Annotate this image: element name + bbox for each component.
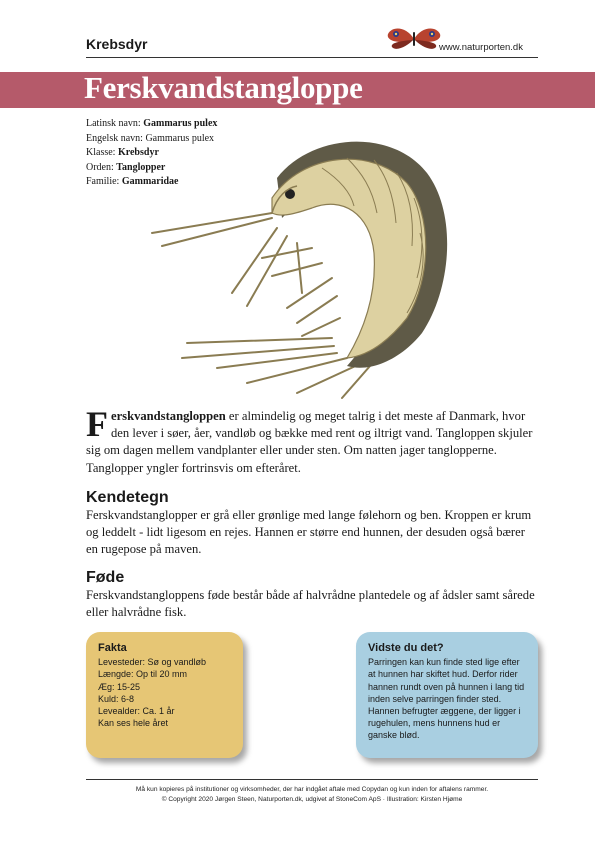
intro-text: er almindelig og meget talrig i det meste af Danmark, hvor den lever i søer, åer, vandløb og bække med rent og iltrigt vand. Tangloppen skjuler sig om dagen mellem vandplanter eller under sten. Om natten jager tanglopperne. Tanglopper yngler fortrinsvis om efteråret. (86, 409, 533, 475)
fakta-row: Æg: 15-25 (98, 681, 141, 692)
intro-paragraph (86, 404, 538, 477)
heading-foede: Føde (86, 569, 125, 586)
fact-row: Orden: Tanglopper (86, 161, 166, 173)
fakta-box (86, 632, 243, 758)
vidste-heading: Vidste du det? (368, 642, 444, 654)
vidste-text: Parringen kan kun finde sted lige efter at hunnen har skiftet hud. Derfor rider hannen rundt oven på hunnen i lang tid inden selve parringen finder sted. Hannen befrugter æggene, der ligger i rugehulen, mens hunnens hud er ganske blød. (368, 657, 525, 741)
drop-cap: F (86, 404, 108, 444)
fakta-row: Længde: Op til 20 mm (98, 669, 188, 680)
vidste-du-det-box (356, 632, 538, 758)
fakta-heading: Fakta (98, 642, 127, 654)
category-label: Krebsdyr (86, 36, 148, 52)
fact-row: Latinsk navn: Gammarus pulex (86, 118, 218, 129)
butterfly-logo-icon (384, 24, 444, 54)
fakta-row: Kan ses hele året (98, 718, 169, 729)
kendetegn-text: Ferskvandstanglopper er grå eller grønlige med lange følehorn og ben. Kroppen er krum og leddelt - lidt ligesom en rejes. Hannen er større end hunnen, der desuden også bærer en rugepose på maven. (86, 508, 532, 557)
fakta-row: Levealder: Ca. 1 år (98, 706, 175, 717)
page-title: Ferskvandstangloppe (84, 70, 363, 105)
fact-row: Familie: Gammaridae (86, 176, 179, 188)
header-rule (86, 57, 538, 58)
fact-row: Engelsk navn: Gammarus pulex (86, 132, 215, 144)
heading-kendetegn: Kendetegn (86, 489, 169, 506)
foede-text: Ferskvandstangloppens føde består både af halvrådne plantedele og af ådsler samt sårede eller halvrådne fisk. (86, 588, 535, 620)
footer-copyright: © Copyright 2020 Jørgen Steen, Naturporten.dk, udgivet af StoneCom ApS · Illustration: Kirsten Hjøme (161, 796, 463, 803)
footer-rule (86, 779, 538, 780)
gammarus-illustration (122, 118, 482, 408)
footer (86, 785, 538, 805)
site-url: www.naturporten.dk (439, 42, 523, 53)
fact-row: Klasse: Krebsdyr (86, 147, 159, 159)
fakta-row: Kuld: 6-8 (98, 693, 135, 704)
footer-license: Må kun kopieres på institutioner og virksomheder, der har indgået aftale med Copydan og kun inden for aftalens rammer. (135, 786, 489, 793)
intro-lead: erskvandstangloppen (111, 409, 226, 423)
fakta-row: Levesteder: Sø og vandløb (98, 657, 207, 668)
